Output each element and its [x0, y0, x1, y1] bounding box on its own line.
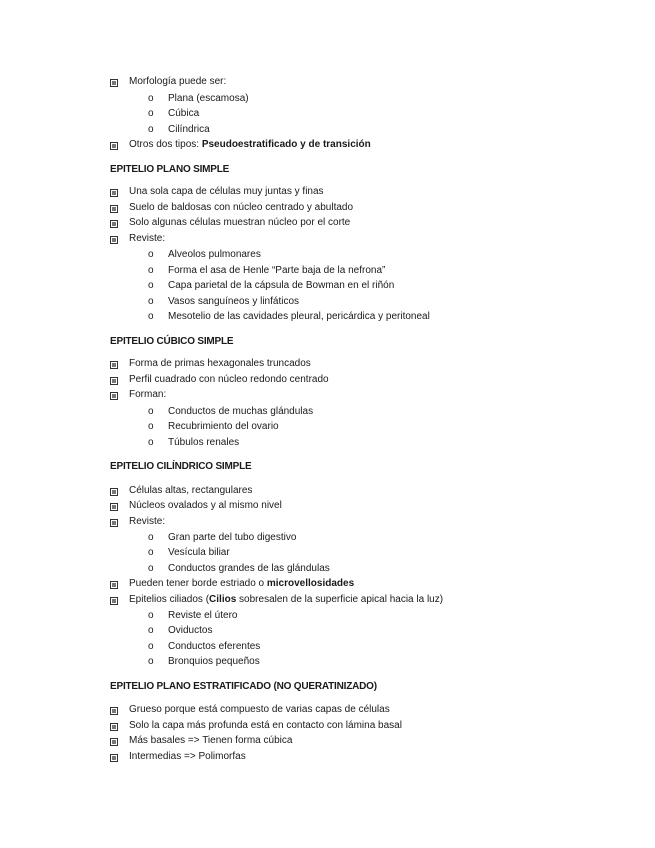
list-item	[129, 578, 354, 590]
circle-bullet-icon: o	[148, 610, 154, 621]
list-item: Reviste:	[129, 233, 166, 244]
list-item	[129, 594, 443, 606]
list-item-text: Epitelios ciliados (	[129, 594, 210, 605]
circle-bullet-icon: o	[148, 656, 154, 667]
square-bullet-icon	[110, 488, 118, 496]
sub-list-item: Túbulos renales	[168, 437, 240, 448]
sub-list-item: Oviductos	[168, 625, 213, 636]
sub-list-item: Reviste el útero	[168, 610, 238, 621]
list-item: Una sola capa de células muy juntas y finas	[129, 186, 324, 197]
list-item: Morfología puede ser:	[129, 76, 227, 87]
circle-bullet-icon: o	[148, 437, 154, 448]
circle-bullet-icon: o	[148, 625, 154, 636]
square-bullet-icon	[110, 707, 118, 715]
sub-list-item: Cúbica	[168, 108, 200, 119]
circle-bullet-icon: o	[148, 124, 154, 135]
square-bullet-icon	[110, 189, 118, 197]
list-item: Solo algunas células muestran núcleo por el corte	[129, 217, 351, 228]
section-heading: EPITELIO CILÍNDRICO SIMPLE	[110, 461, 252, 472]
list-item-bold-text: Cilios	[209, 594, 237, 605]
circle-bullet-icon: o	[148, 406, 154, 417]
list-item: Células altas, rectangulares	[129, 485, 253, 496]
list-item-text: Otros dos tipos:	[129, 139, 202, 150]
list-item-bold-text: Pseudoestratificado y de transición	[201, 139, 371, 150]
sub-list-item: Conductos eferentes	[168, 641, 261, 652]
list-item: Suelo de baldosas con núcleo centrado y abultado	[129, 202, 354, 213]
square-bullet-icon	[110, 392, 118, 400]
list-item: Núcleos ovalados y al mismo nivel	[129, 500, 282, 511]
list-item: Grueso porque está compuesto de varias capas de células	[129, 704, 390, 715]
square-bullet-icon	[110, 723, 118, 731]
circle-bullet-icon: o	[148, 93, 154, 104]
list-item-bold-text: microvellosidades	[266, 578, 355, 589]
list-item: Más basales => Tienen forma cúbica	[129, 735, 293, 746]
circle-bullet-icon: o	[148, 280, 154, 291]
section-heading: EPITELIO PLANO ESTRATIFICADO (NO QUERATINIZADO)	[110, 681, 377, 692]
sub-list-item: Mesotelio de las cavidades pleural, pericárdica y peritoneal	[168, 311, 430, 322]
circle-bullet-icon: o	[148, 265, 154, 276]
square-bullet-icon	[110, 377, 118, 385]
list-item: Forma de primas hexagonales truncados	[129, 358, 311, 369]
list-item: Intermedias => Polimorfas	[129, 751, 246, 762]
sub-list-item: Plana (escamosa)	[168, 93, 249, 104]
sub-list-item: Conductos grandes de las glándulas	[168, 563, 330, 574]
sub-list-item: Alveolos pulmonares	[168, 249, 261, 260]
square-bullet-icon	[110, 142, 118, 150]
circle-bullet-icon: o	[148, 532, 154, 543]
square-bullet-icon	[110, 738, 118, 746]
square-bullet-icon	[110, 597, 118, 605]
list-item-text: sobresalen de la superficie apical hacia la luz)	[236, 594, 444, 605]
square-bullet-icon	[110, 205, 118, 213]
list-item: Forman:	[129, 389, 167, 400]
square-bullet-icon	[110, 220, 118, 228]
square-bullet-icon	[110, 361, 118, 369]
list-item: Reviste:	[129, 516, 166, 527]
list-item: Perfil cuadrado con núcleo redondo centrado	[129, 374, 329, 385]
circle-bullet-icon: o	[148, 249, 154, 260]
circle-bullet-icon: o	[148, 421, 154, 432]
section-heading: EPITELIO PLANO SIMPLE	[110, 164, 230, 175]
square-bullet-icon	[110, 519, 118, 527]
sub-list-item: Gran parte del tubo digestivo	[168, 532, 297, 543]
circle-bullet-icon: o	[148, 641, 154, 652]
square-bullet-icon	[110, 236, 118, 244]
sub-list-item: Conductos de muchas glándulas	[168, 406, 314, 417]
circle-bullet-icon: o	[148, 108, 154, 119]
sub-list-item: Forma el asa de Henle “Parte baja de la nefrona”	[168, 265, 386, 276]
sub-list-item: Vesícula biliar	[168, 547, 230, 558]
sub-list-item: Recubrimiento del ovario	[168, 421, 279, 432]
square-bullet-icon	[110, 79, 118, 87]
list-item: Solo la capa más profunda está en contacto con lámina basal	[129, 720, 402, 731]
sub-list-item: Cilíndrica	[168, 124, 210, 135]
square-bullet-icon	[110, 754, 118, 762]
circle-bullet-icon: o	[148, 563, 154, 574]
square-bullet-icon	[110, 503, 118, 511]
sub-list-item: Capa parietal de la cápsula de Bowman en el riñón	[168, 280, 395, 291]
circle-bullet-icon: o	[148, 311, 154, 322]
list-item	[129, 139, 371, 151]
circle-bullet-icon: o	[148, 547, 154, 558]
square-bullet-icon	[110, 581, 118, 589]
section-heading: EPITELIO CÚBICO SIMPLE	[110, 336, 234, 347]
sub-list-item: Bronquios pequeños	[168, 656, 260, 667]
list-item-text: Pueden tener borde estriado o	[129, 578, 267, 589]
sub-list-item: Vasos sanguíneos y linfáticos	[168, 296, 300, 307]
circle-bullet-icon: o	[148, 296, 154, 307]
